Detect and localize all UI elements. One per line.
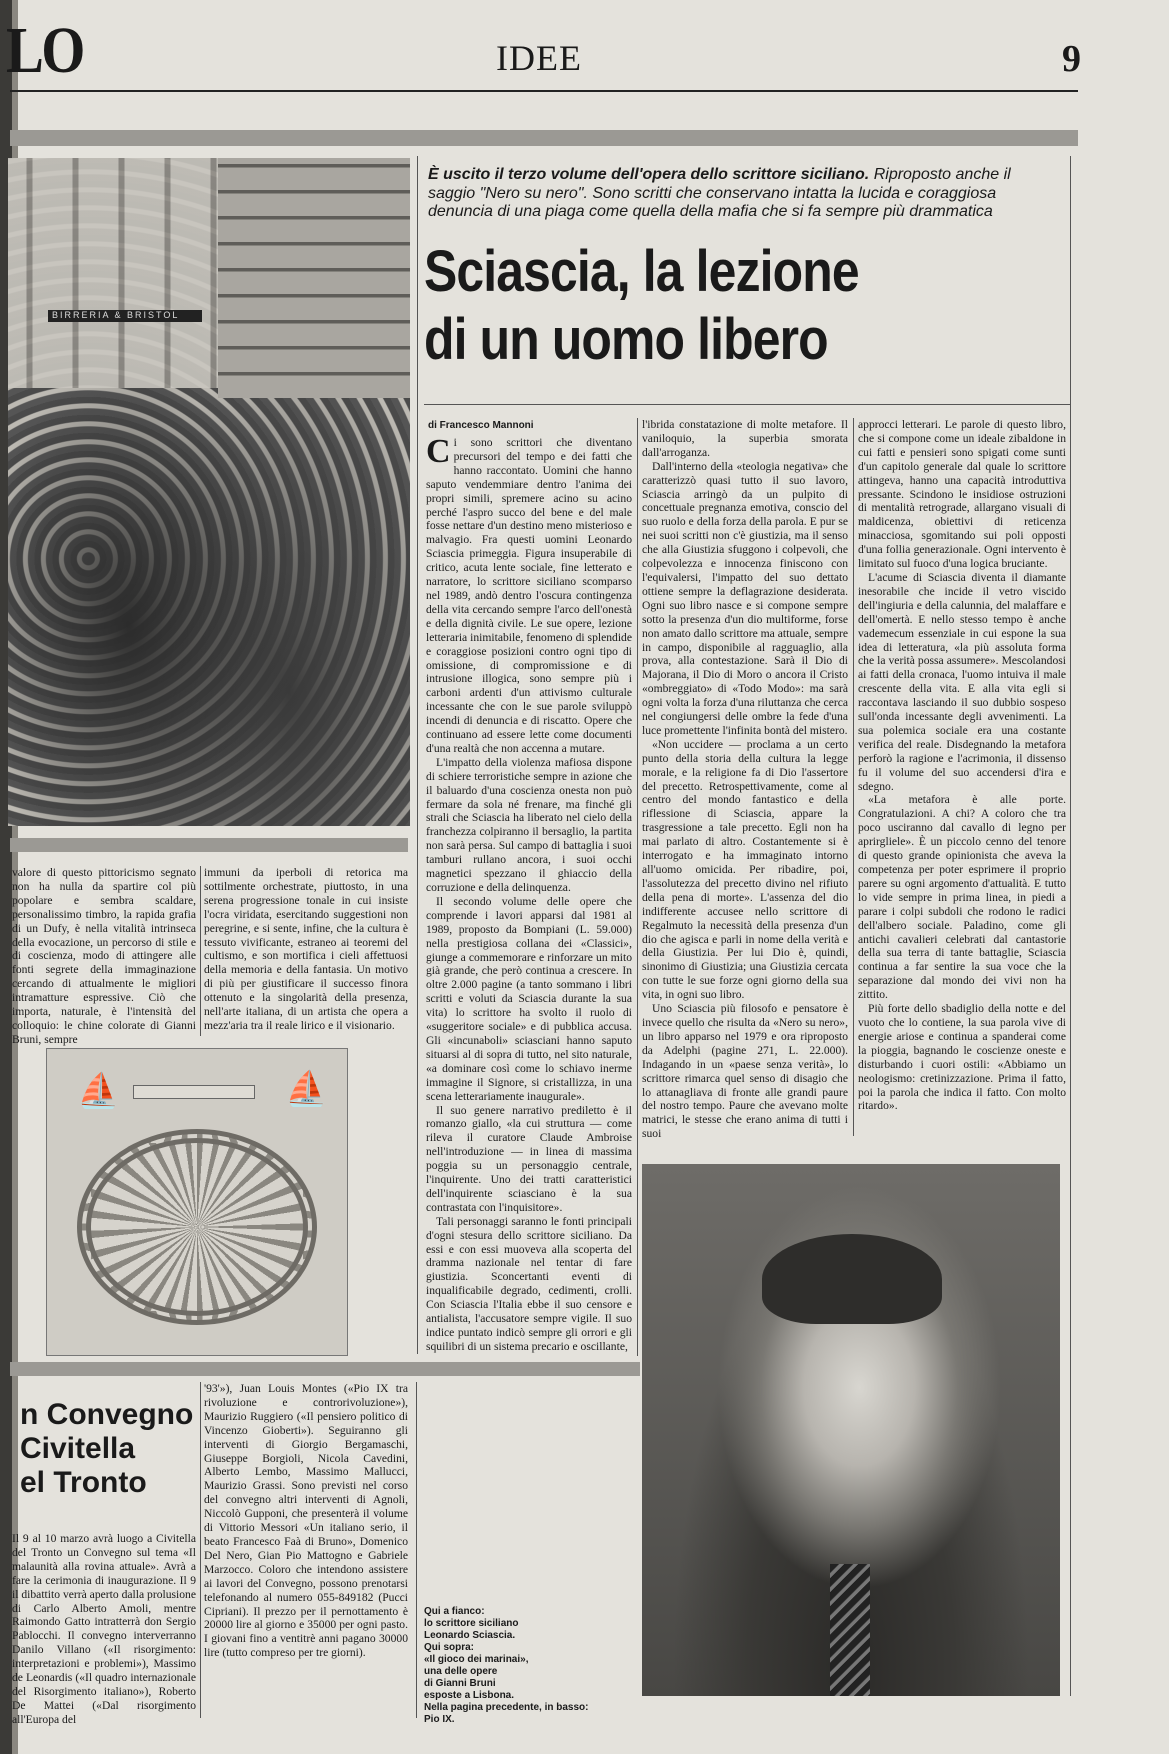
article-column-1 [426, 433, 632, 1353]
article-paragraph: «La metafora è alle porte. Congratulazioni. A chi? A coloro che tra poco usciranno dal cavallo di legno per aprirgliele». È un piccolo cenno del tenore di questo grande opinionista che aveva la competenza per poter esprimere il proprio parere su ogni argomento d'attualità. E tutto lo vide sempre in prima linea, in piedi a parare i colpi subdoli che rodono le radici dell'albero sociale. Paladino, come gli antichi cavalieri celebrati dal cantastorie della sua terra di tante battaglie, Sciascia continua a far sentire la sua voce che la separazione dal mondo dei vivi non ha zittito. [858, 793, 1066, 1002]
column-rule [417, 156, 418, 1354]
article-paragraph: Tali personaggi saranno le fonti principali d'ogni stesura dello scrittore siciliano. Da essi e con essi muoveva alla scoperta del dramma nazionale nel tentar di fare giustizia. Sconcertanti eventi di inqualificabile degrado, cedimenti, crolli. Con Sciascia l'Italia ebbe il suo censore e antialista, l'accusatore sempre vigile. Il suo indice puntato indicò sempre gli orrori e gli squilibri di un sistema precario e oscillante, [426, 1214, 632, 1353]
photo-caption [424, 1606, 614, 1726]
headline-line-2: di un uomo libero [424, 307, 828, 373]
caption-line: lo scrittore siciliano [424, 1618, 519, 1629]
section-title: IDEE [496, 38, 582, 78]
byline: di Francesco Mannoni [428, 420, 534, 431]
article-paragraph: approcci letterari. Le parole di questo libro, che si compone come un ideale zibaldone in cui fatti e pensieri sono spigati come sunti d'un capitolo generale dal quale lo scrittore attingeva, hanno una capacità introduttiva pressante. Scindono le insidiose ostruzioni di mentalità retrograde, allargano visuali di maldicenza, obiettivi di reticenza minacciosa, sgomitando sui poli opposti d'una follia generazionale. Ogni intervento è limitato sul fuoco d'una logica bruciante. [858, 418, 1066, 571]
section-band [10, 130, 1078, 146]
compass-rose [77, 1129, 317, 1325]
ship-icon: ⛵ [285, 1071, 328, 1108]
photo-band [10, 838, 408, 852]
convegno-title-line: n Convegno [20, 1398, 194, 1431]
column-rule [416, 1382, 417, 1718]
photo-palazzo [218, 158, 410, 398]
review-paragraph: immuni da iperboli di retorica ma sottilmente orchestrate, piuttosto, in una serena progressione tonale in cui insiste l'ocra viridata, esercitando suggestioni non peregrine, e si sente, infine, che la cultura è tessuto vivificante, estraneo ai teoremi del cultismo, e son mortifica i cieli affettuosi della memoria e della fantasia. Un motivo di più per giustificare il successo finora ottenuto e la singolarità della presenza, nell'arte italiana, di un artista che opera a mezz'aria tra il reale lirico e il visionario. [204, 866, 408, 1032]
art-review-column-2 [204, 866, 408, 1042]
article-paragraph: i sono scrittori che diventano precursori del tempo e dei fatti che hanno raccontato. Uomini che hanno saputo vendemmiare dentro l'anima dei propri simili, spremere acino su acino perché l'aspro succo del bene e del male fosse nettare d'un destino meno misterioso e malvagio. Fra questi uomini Leonardo Sciascia primeggia. Figura insuperabile di critico, acuta lente sociale, fine letterato e narratore, lo scrittore siciliano scomparso nel 1989, andò dentro l'oscura contingenza della vita cercando sempre l'arco dell'onestà e della dignità civile. Le sue opere, lezione letteraria inimitabile, fenomeno di splendide e coraggiose posizioni contro ogni tipo di omissione, di compromissione e di intrusione illogica, sono sempre più i carboni ardenti d'un attivismo culturale incessante che con le sue parole sviluppò incendi di denuncia e di riscatto. Opere che continuano ad essere lette come documenti d'una realtà che non accenna a mutare. [426, 436, 632, 755]
headline-line-1: Sciascia, la lezione [424, 239, 859, 304]
article-column-3 [858, 418, 1066, 1130]
article-column-2 [642, 418, 848, 1141]
article-headline [424, 238, 974, 375]
convegno-paragraph: Il 9 al 10 marzo avrà luogo a Civitella del Tronto un Convegno sul tema «Il malaunità alla rovina attuale». Avrà a fare la cerimonia di inaugurazione. Il 9 il dibattito verrà aperto dalla prolusione di Carlo Alberto Amoli, mentre Raimondo Gatto intratterrà don Sergio Pablocchi. Il convegno interverranno Danilo Villano («Il risorgimento: interpretazioni e problemi»), Massimo de Leonardis («Il quadro internazionale del Risorgimento italiano»), Roberto De Mattei («Dal risorgimento all'Europa del [12, 1532, 196, 1726]
article-paragraph: L'impatto della violenza mafiosa dispone di schiere terroristiche sempre in azione che il baluardo d'una coscienza onesta non può fermare da sola né frenare, ma finché gli strali che Sciascia ha liberato nel cielo della franchezza colpiranno il bersaglio, la partita non sarà persa. Sul campo di battaglia i suoi tamburi rullano ancora, i suoi occhi magnetici spezzano il ghiaccio della corruzione e della delinquenza. [426, 755, 632, 894]
convegno-column-1 [12, 1532, 196, 1726]
caption-line: di Gianni Bruni [424, 1678, 496, 1689]
convegno-title-line: el Tronto [20, 1466, 147, 1499]
map-banner [133, 1085, 255, 1099]
caption-line: Qui a fianco: [424, 1606, 485, 1617]
kicker-bold: È uscito il terzo volume dell'opera dello scrittore siciliano. [428, 166, 870, 183]
article-paragraph: Dall'interno della «teologia negativa» che caratterizzò quasi tutto il suo lavoro, Sciascia arringò da un pulpito di concettuale pregnanza emotiva, conscio del suo ruolo e della forza della parola. E pur se nei suoi scritti non c'è giustizia, ma il senso che alla Giustizia sfuggono i colpevoli, che colpevolezza e innocenza finiscono con l'equivalersi, l'impatto del suo dettato ottiene sempre la deflagrazione desiderata. Ogni suo libro nasce e si compone sempre sotto la presenza d'un dio multiforme, forse non amato dallo scrittore ma attuale, sempre in campo, disponibile al ragguaglio, alla prova, alla contestazione. Sarà il Dio di Majorana, il Dio di Moro o ancora il Cristo «ombreggiato» di «Todo Modo»: ma sarà ogni volta la forza d'una riluttanza che cerca nel congiungersi delle ombre la fede d'una luce promettente l'infinita bontà del mistero. [642, 459, 848, 737]
caption-line: Leonardo Sciascia. [424, 1630, 516, 1641]
art-review-column-1 [12, 866, 196, 1046]
column-rule [200, 1382, 201, 1718]
artwork-map-image [46, 1048, 348, 1356]
ship-icon: ⛵ [77, 1073, 120, 1110]
portrait-tie [830, 1564, 870, 1696]
article-kicker [428, 166, 1060, 222]
column-rule [200, 866, 201, 1036]
photo-shop-sign: BIRRERIA & BRISTOL [48, 310, 202, 322]
column-rule [1070, 156, 1071, 1696]
article-paragraph: «Non uccidere — proclama a un certo punto della storia della cultura la legge morale, e la religione fa di Dio l'assertore del precetto. Retrospettivamente, come al centro del mondo fantastico e della riflessione di Sciascia, appare la trasgressione a tale precetto. Egli non ha mai parlato di altro. Costantemente si è interrogato e ha immaginato intorno all'uomo omicida. Per ribadire, poi, l'assolutezza del precetto divino nel rifiuto della pena di morte». L'assenza del dio indifferente accusee nello scrittore di Regalmuto la necessità della presenza d'un dio che agisca e parli in nome della verità e della Giustizia. Per lui Dio è, quindi, sinonimo di Giustizia; una Giustizia cercata con tutte le sue forze ogni giorno della sua vita, in ogni suo libro. [642, 737, 848, 1002]
masthead-rule [10, 90, 1078, 92]
portrait-hair [762, 1234, 942, 1324]
caption-line: Pio IX. [424, 1714, 455, 1725]
caption-line: Nella pagina precedente, in basso: [424, 1702, 589, 1713]
masthead-logo: LO [6, 14, 83, 87]
convegno-band [10, 1362, 640, 1376]
headline-rule [424, 404, 1070, 405]
caption-line: esposte a Lisbona. [424, 1690, 515, 1701]
convegno-title-line: Civitella [20, 1432, 136, 1465]
article-paragraph: Uno Sciascia più filosofo e pensatore è invece quello che risulta da «Nero su nero», un libro apparso nel 1979 e ora riproposto da Adelphi (pagine 271, L. 22.000). Indagando in un «paese senza verità», lo scrittore rimarca quel senso di disagio che lo attanagliava di fronte alle grandi paure del nostro tempo. Paure che avevano molte matrici, le stesse che erano anima di tutti i suoi [642, 1002, 848, 1141]
convegno-column-2 [204, 1382, 408, 1718]
review-paragraph: valore di questo pittoricismo segnato non ha nulla da spartire col più popolare e sembra scaldare, personalissimo timbro, la rapida grafia di un Dufy, è nella vitalità intrinseca della evocazione, un percorso di stile e di coscienza, modo di attingere alle fonti segrete della immaginazione cercando di attualmente le migliori intramatture espressive. Ciò che importa, naturale, è l'intensità del colloquio: le chine colorate di Gianni Bruni, sempre [12, 866, 196, 1046]
page-number: 9 [1062, 38, 1081, 80]
convegno-paragraph: '93'»), Juan Louis Montes («Pio IX tra rivoluzione e controrivoluzione»), Maurizio Ruggiero («Il pensiero politico di Vincenzo Gioberti»). Seguiranno gli interventi di Giorgio Bergamaschi, Giuseppe Borgioli, Nicola Cavedini, Alberto Lembo, Massimo Mallucci, Maurizio Grassi. Sono previsti nel corso del convegno altri interventi di Agnoli, Niccolò Gupponi, che presenterà il volume di Vittorio Messori «Un italiano serio, il beato Francesco Faà di Bruno», Domenico Del Nero, Gian Pio Mattogno e Gabriele Marzocco. Coloro che intendono assistere ai lavori del Convegno, possono prenotarsi telefonando al numero 055-849182 (Pucci Cipriani). Il prezzo per il pernottamento è 20000 lire al giorno e 35000 per ogni pasto. I giovani fino a ventitrè anni pagano 30000 lire (tutto compreso per tre giorni). [204, 1382, 408, 1660]
sciascia-portrait-photo [642, 1164, 1060, 1696]
article-paragraph: Il secondo volume delle opere che comprende i lavori apparsi dal 1981 al 1989, proposto da Bompiani (L. 59.000) nella prestigiosa collana dei «Classici», giunge a commemorare e rinforzare un mito già grande, che però continua a crescere. In oltre 2.000 pagine (a tanto sommano i libri scritti e voluti da Sciascia durante la sua vita) lo scrittore ha svolto il ruolo di «suggeritore sociale» e di pubblica accusa. Gli «incunaboli» sciasciani hanno saputo situarsi al di sopra di tutto, nel sito naturale, «a dominare così come lo schiavo inerme immagine il Signore, si cristallizza, in una scena letterariamente inaugurale». [426, 894, 632, 1103]
column-rule [853, 418, 854, 1136]
article-paragraph: Più forte dello sbadiglio della notte e del vuoto che lo contiene, la sua parola vive di energie ariose e continua a spanderai come la pioggia, bagnando le coscienze oneste e disturbando i cuori ostili: «Abbiamo un neologismo: cretinizzazione. Prima il fatto, poi la parola che indica il fatto. Con molto ritardo». [858, 1002, 1066, 1113]
article-paragraph: Il suo genere narrativo prediletto è il romanzo giallo, «la cui struttura — come rileva il curatore Claude Ambroise nell'introduzione — in linea di massima poggia su un personaggio centrale, l'inquirente. Uno dei tratti caratteristici dell'inquirente sciasciano è la sua contrastata con l'inquisitore». [426, 1103, 632, 1214]
drop-cap: C [426, 433, 451, 470]
article-paragraph: L'acume di Sciascia diventa il diamante inesorabile che incide il vetro viscido dell'ingiuria e della calunnia, del malaffare e dell'omertà. E nello stesso tempo è anche vademecum essenziale in cui espone la sua idea di letteratura, «la più assoluta forma che la verità possa assumere». Mescolandosi ai fatti della cronaca, l'uomo intuiva il male crescente della vita. E alla vita egli si raccontava lasciando il suo dubbio sospeso sull'onda incessante degli avvenimenti. La sua polemica sociale era una costante verifica del reale. Disdegnando la metafora perforò la ragione e l'acrimonia, il dissenso fu il volume del suo accendersi d'ira e sdegno. [858, 570, 1066, 793]
article-paragraph: l'ibrida constatazione di molte metafore. Il vaniloquio, la superbia smorata dall'arroganza. [642, 418, 848, 459]
crowd-photo [8, 158, 410, 826]
caption-line: Qui sopra: [424, 1642, 475, 1653]
caption-line: «Il gioco dei marinai», [424, 1654, 529, 1665]
kicker-rest: Riproposto anche il saggio "Nero su nero". Sono scritti che conservano intatta la lucida e coraggiosa denuncia di una piaga come quella della mafia che si fa sempre più drammatica [428, 166, 1011, 221]
convegno-title [20, 1398, 200, 1500]
caption-line: una delle opere [424, 1666, 498, 1677]
column-rule [637, 418, 638, 1356]
